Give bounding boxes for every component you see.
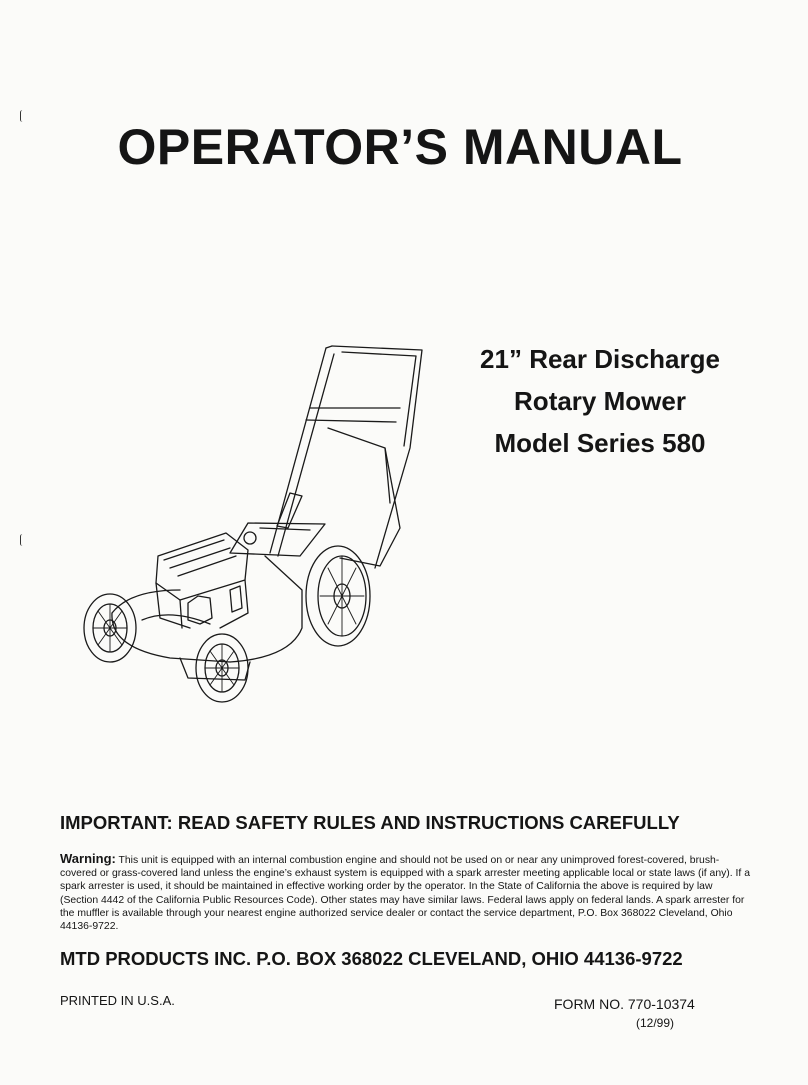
product-size-type: 21” Rear Discharge bbox=[480, 344, 720, 374]
binding-hole-mark bbox=[20, 534, 25, 546]
lawn-mower-illustration bbox=[70, 328, 470, 708]
revision-date: (12/99) bbox=[636, 1016, 675, 1030]
company-address: MTD PRODUCTS INC. P.O. BOX 368022 CLEVELAND, OHIO 44136-9722 bbox=[60, 948, 683, 969]
page-title: OPERATOR’S MANUAL bbox=[117, 119, 683, 175]
warning-text: This unit is equipped with an internal combustion engine and should not be used on or near any unimproved forest-covered, brush-covered or grass-covered land unless the engine’s exhaust system is equipped with a spark arrester meeting applicable local or state laws (if any). If a spark arrester is used, it should be maintained in effective working order by the operator. In the State of California the above is required by law (Section 4442 of the California Public Resources Code). Other states may have similar laws. Federal laws apply on federal lands. A spark arrester for the muffler is available through your nearest engine authorized service dealer or contact the service department, P.O. Box 368022 Cleveland, Ohio 44136-9722. bbox=[60, 855, 750, 933]
product-title bbox=[440, 338, 760, 464]
warning-paragraph bbox=[60, 852, 750, 933]
warning-label: Warning: bbox=[60, 851, 116, 866]
form-number: FORM NO. 770-10374 bbox=[554, 996, 695, 1012]
model-series: Model Series 580 bbox=[494, 428, 706, 458]
product-name: Rotary Mower bbox=[514, 386, 686, 416]
important-notice: IMPORTANT: READ SAFETY RULES AND INSTRUCTIONS CAREFULLY bbox=[60, 812, 680, 833]
printed-in: PRINTED IN U.S.A. bbox=[60, 993, 175, 1008]
